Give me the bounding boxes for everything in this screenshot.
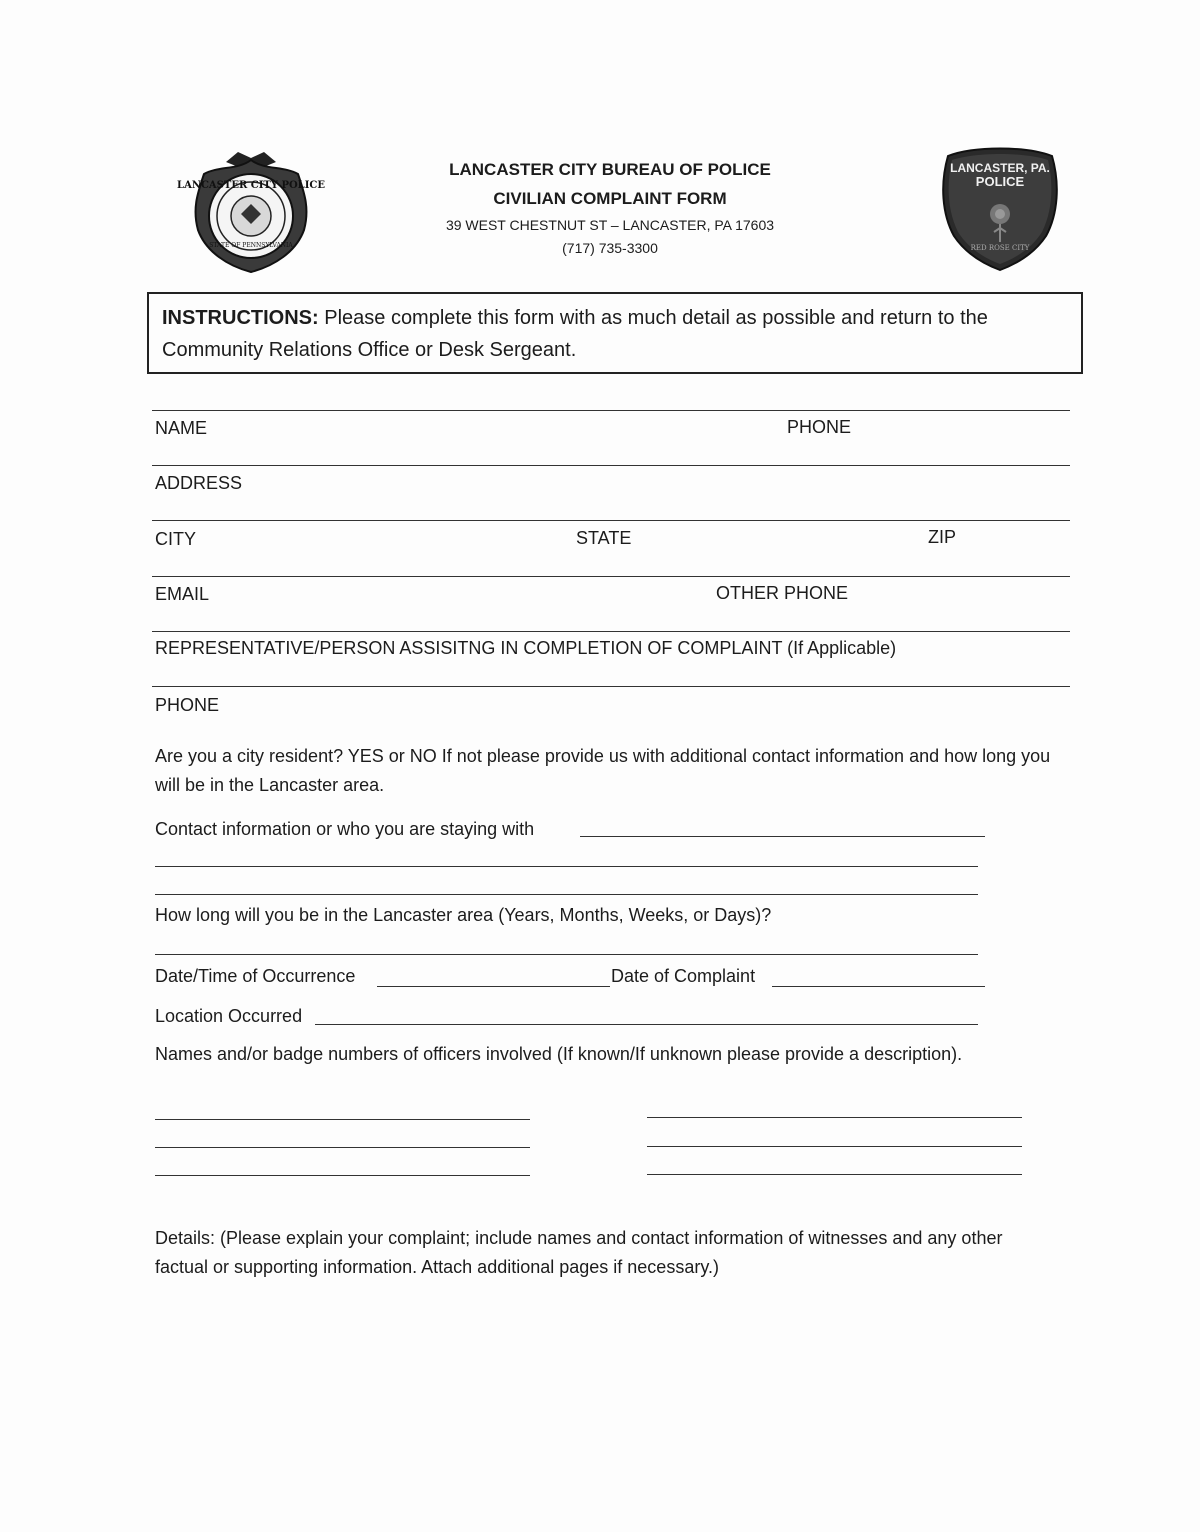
svg-text:LANCASTER, PA.: LANCASTER, PA. bbox=[950, 161, 1050, 175]
phone-label: PHONE bbox=[787, 417, 852, 437]
how-long-label: How long will you be in the Lancaster area (Years, Months, Weeks, or Days)? bbox=[155, 905, 772, 925]
officer-line-right-3[interactable] bbox=[647, 1174, 1022, 1175]
officer-line-right-1[interactable] bbox=[647, 1117, 1022, 1118]
contact-info-line-1[interactable] bbox=[580, 836, 985, 837]
contact-info-line-3[interactable] bbox=[155, 894, 978, 895]
location-line[interactable] bbox=[315, 1024, 978, 1025]
occurrence-line[interactable] bbox=[377, 986, 610, 987]
email-label: EMAIL bbox=[155, 584, 210, 604]
location-label: Location Occurred bbox=[155, 1006, 303, 1026]
address-label: ADDRESS bbox=[155, 473, 243, 493]
state-label: STATE bbox=[576, 528, 632, 548]
svg-text:RED ROSE CITY: RED ROSE CITY bbox=[970, 244, 1030, 252]
officers-label: Names and/or badge numbers of officers involved (If known/If unknown please provide a description). bbox=[155, 1044, 963, 1064]
city-label: CITY bbox=[155, 529, 197, 549]
details-label: Details: (Please explain your complaint; include names and contact information of witnesses and any other factual or supporting information. Attach additional pages if necessary.) bbox=[155, 1228, 1003, 1277]
city-line[interactable] bbox=[152, 520, 1070, 521]
instructions-text: Please complete this form with as much detail as possible and return to the Community Relations Office or Desk Sergeant. bbox=[162, 307, 988, 361]
header-subtitle: CIVILIAN COMPLAINT FORM bbox=[493, 189, 727, 208]
instructions-label: INSTRUCTIONS: bbox=[162, 307, 319, 329]
rep-phone-label: PHONE bbox=[155, 695, 220, 715]
svg-text:LANCASTER CITY POLICE: LANCASTER CITY POLICE bbox=[177, 180, 325, 191]
name-label: NAME bbox=[155, 418, 208, 438]
email-line[interactable] bbox=[152, 576, 1070, 577]
contact-info-label: Contact information or who you are staying with bbox=[155, 819, 535, 839]
representative-label: REPRESENTATIVE/PERSON ASSISITNG IN COMPLETION OF COMPLAINT (If Applicable) bbox=[155, 638, 897, 658]
representative-line[interactable] bbox=[152, 631, 1070, 632]
police-badge-logo bbox=[177, 148, 325, 276]
header-phone: (717) 735-3300 bbox=[562, 240, 658, 256]
name-line[interactable] bbox=[152, 410, 1070, 411]
zip-label: ZIP bbox=[928, 527, 957, 547]
header-address: 39 WEST CHESTNUT ST – LANCASTER, PA 17603 bbox=[445, 217, 775, 233]
complaint-date-line[interactable] bbox=[772, 986, 985, 987]
svg-text:POLICE: POLICE bbox=[975, 174, 1025, 189]
police-patch-logo bbox=[934, 144, 1066, 272]
how-long-line[interactable] bbox=[155, 954, 978, 955]
address-line[interactable] bbox=[152, 465, 1070, 466]
officer-line-right-2[interactable] bbox=[647, 1146, 1022, 1147]
resident-question: Are you a city resident? YES or NO If not please provide us with additional contact information and how long you will be in the Lancaster area. bbox=[155, 746, 1051, 795]
officer-line-left-2[interactable] bbox=[155, 1147, 530, 1148]
header-title: LANCASTER CITY BUREAU OF POLICE bbox=[449, 160, 771, 179]
officer-line-left-3[interactable] bbox=[155, 1175, 530, 1176]
other-phone-label: OTHER PHONE bbox=[716, 583, 849, 603]
occurrence-label: Date/Time of Occurrence bbox=[155, 966, 356, 986]
rep-phone-line[interactable] bbox=[152, 686, 1070, 687]
contact-info-line-2[interactable] bbox=[155, 866, 978, 867]
complaint-date-label: Date of Complaint bbox=[611, 966, 756, 986]
instructions-box bbox=[147, 292, 1083, 374]
officer-line-left-1[interactable] bbox=[155, 1119, 530, 1120]
svg-text:STATE OF PENNSYLVANIA: STATE OF PENNSYLVANIA bbox=[209, 242, 293, 249]
